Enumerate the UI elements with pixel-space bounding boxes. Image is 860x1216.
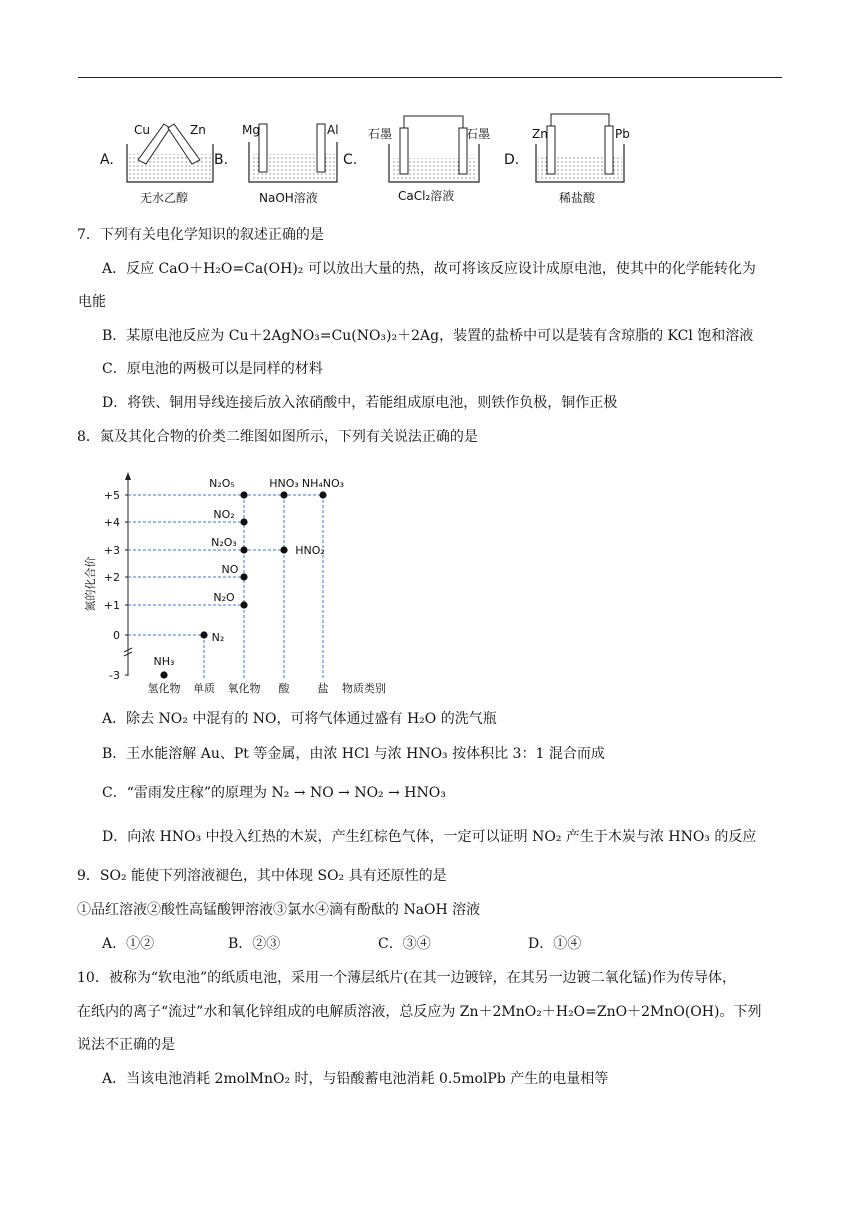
data-point — [280, 491, 287, 498]
cell-a-right-electrode: Zn — [190, 123, 206, 137]
cell-a-left-electrode: Cu — [134, 123, 150, 137]
q7-option-c: C．原电池的两极可以是同样的材料 — [102, 361, 323, 377]
q10-line-2: 在纸内的离子“流过”水和氧化锌组成的电解质溶液，总反应为 Zn＋2MnO₂＋H₂O=ZnO＋2MnO(OH)。下列 — [77, 1004, 762, 1020]
x-category-label: 氧化物 — [227, 682, 261, 695]
q7-option-a-cont: 电能 — [78, 294, 106, 310]
data-point-label: NO₂ — [213, 508, 235, 521]
q9-option-b: B．②③ — [228, 936, 281, 952]
data-point-label: HNO₂ — [295, 544, 325, 557]
cell-a-solution: 无水乙醇 — [140, 191, 189, 205]
cell-c-left-electrode: 石墨 — [368, 127, 393, 141]
x-category-label: 氢化物 — [147, 682, 181, 695]
q9-stem: 9．SO₂ 能使下列溶液褪色，其中体现 SO₂ 具有还原性的是 — [77, 868, 447, 884]
x-category-label: 酸 — [278, 682, 290, 695]
q8-stem: 8．氮及其化合物的价类二维图如图所示，下列有关说法正确的是 — [77, 429, 478, 445]
cell-d-right-electrode: Pb — [615, 127, 630, 141]
y-tick-label: +2 — [103, 571, 120, 584]
cell-b-letter: B. — [214, 152, 229, 168]
q7-option-b: B．某原电池反应为 Cu＋2AgNO₃=Cu(NO₃)₂＋2Ag，装置的盐桥中可以是装有含琼脂的 KCl 饱和溶液 — [102, 328, 754, 344]
q10-line-3: 说法不正确的是 — [77, 1037, 175, 1053]
q8-option-a: A．除去 NO₂ 中混有的 NO，可将气体通过盛有 H₂O 的洗气瓶 — [102, 711, 497, 727]
cell-b-left-electrode: Mg — [242, 123, 260, 137]
chart-points — [154, 477, 345, 679]
q10-option-a: A．当该电池消耗 2molMnO₂ 时，与铅酸蓄电池消耗 0.5molPb 产生的电量相等 — [102, 1071, 609, 1087]
data-point — [240, 573, 247, 580]
y-tick-label: +1 — [103, 599, 120, 612]
data-point-label: N₂O — [213, 591, 235, 604]
data-point-label: N₂ — [211, 631, 225, 644]
x-axis-label: 物质类别 — [342, 682, 386, 695]
q7-stem: 7．下列有关电化学知识的叙述正确的是 — [77, 227, 324, 243]
cell-b-beaker — [249, 124, 337, 182]
cell-d-solution: 稀盐酸 — [559, 191, 596, 205]
data-point-label: N₂O₅ — [209, 477, 235, 490]
chart-axes — [104, 472, 386, 695]
data-point — [280, 546, 287, 553]
data-point — [160, 671, 167, 678]
y-tick-label: 0 — [113, 629, 120, 642]
cell-d-letter: D. — [504, 152, 520, 168]
data-point — [240, 546, 247, 553]
data-point-label: HNO₃ — [269, 477, 299, 490]
q8-option-b: B．王水能溶解 Au、Pt 等金属，由浓 HCl 与浓 HNO₃ 按体积比 3：1 混合而成 — [102, 746, 605, 762]
y-axis-arrow — [125, 472, 131, 480]
data-point-label: N₂O₃ — [211, 536, 237, 549]
data-point-label: NH₃ — [153, 655, 175, 668]
q9-option-d: D．①④ — [528, 936, 582, 952]
chart-ylabel: 氮的化合价 — [84, 556, 97, 612]
cell-d-beaker — [536, 114, 624, 182]
cell-c-right-electrode: 石墨 — [466, 127, 491, 141]
q8-option-c: C．“雷雨发庄稼”的原理为 N₂ → NO → NO₂ → HNO₃ — [102, 785, 446, 801]
cell-b-solution: NaOH溶液 — [259, 191, 318, 205]
q7-option-a: A．反应 CaO＋H₂O=Ca(OH)₂ 可以放出大量的热，故可将该反应设计成原电池，使其中的化学能转化为 — [102, 261, 756, 277]
cell-b-right-electrode: Al — [327, 123, 339, 137]
cell-c-beaker — [389, 116, 479, 182]
cell-a-letter: A. — [100, 152, 114, 168]
data-point — [240, 491, 247, 498]
cell-c-solution: CaCl₂溶液 — [398, 189, 455, 203]
y-tick-label: -3 — [109, 669, 120, 682]
x-category-label: 单质 — [193, 682, 215, 695]
y-tick-label: +5 — [103, 489, 120, 502]
data-point — [319, 491, 326, 498]
x-category-label: 盐 — [317, 682, 329, 695]
apparatus-figures — [96, 112, 736, 212]
data-point — [240, 601, 247, 608]
valence-category-chart — [80, 466, 420, 700]
apparatus-row — [96, 112, 736, 212]
q9-option-a: A．①② — [102, 936, 155, 952]
cell-d-left-electrode: Zn — [532, 127, 548, 141]
cell-c-letter: C. — [343, 152, 358, 168]
data-point — [240, 518, 247, 525]
data-point — [200, 631, 207, 638]
data-point-label: NO — [221, 563, 239, 576]
q9-option-c: C．③④ — [378, 936, 431, 952]
q8-option-d: D．向浓 HNO₃ 中投入红热的木炭，产生红棕色气体，一定可以证明 NO₂ 产生于木炭与浓 HNO₃ 的反应 — [102, 829, 757, 845]
y-tick-label: +4 — [103, 516, 120, 529]
q10-line-1: 10．被称为“软电池”的纸质电池，采用一个薄层纸片(在其一边镀锌，在其另一边镀二氧化锰)作为传导体， — [77, 970, 737, 986]
valence-chart-svg — [80, 466, 420, 700]
header-rule — [78, 77, 782, 78]
data-point-label: NH₄NO₃ — [301, 477, 345, 490]
q9-items: ①品红溶液②酸性高锰酸钾溶液③氯水④滴有酚酞的 NaOH 溶液 — [77, 902, 481, 918]
q7-option-d: D．将铁、铜用导线连接后放入浓硝酸中，若能组成原电池，则铁作负极，铜作正极 — [102, 395, 618, 411]
y-tick-label: +3 — [103, 544, 120, 557]
chart-guides — [128, 495, 323, 678]
